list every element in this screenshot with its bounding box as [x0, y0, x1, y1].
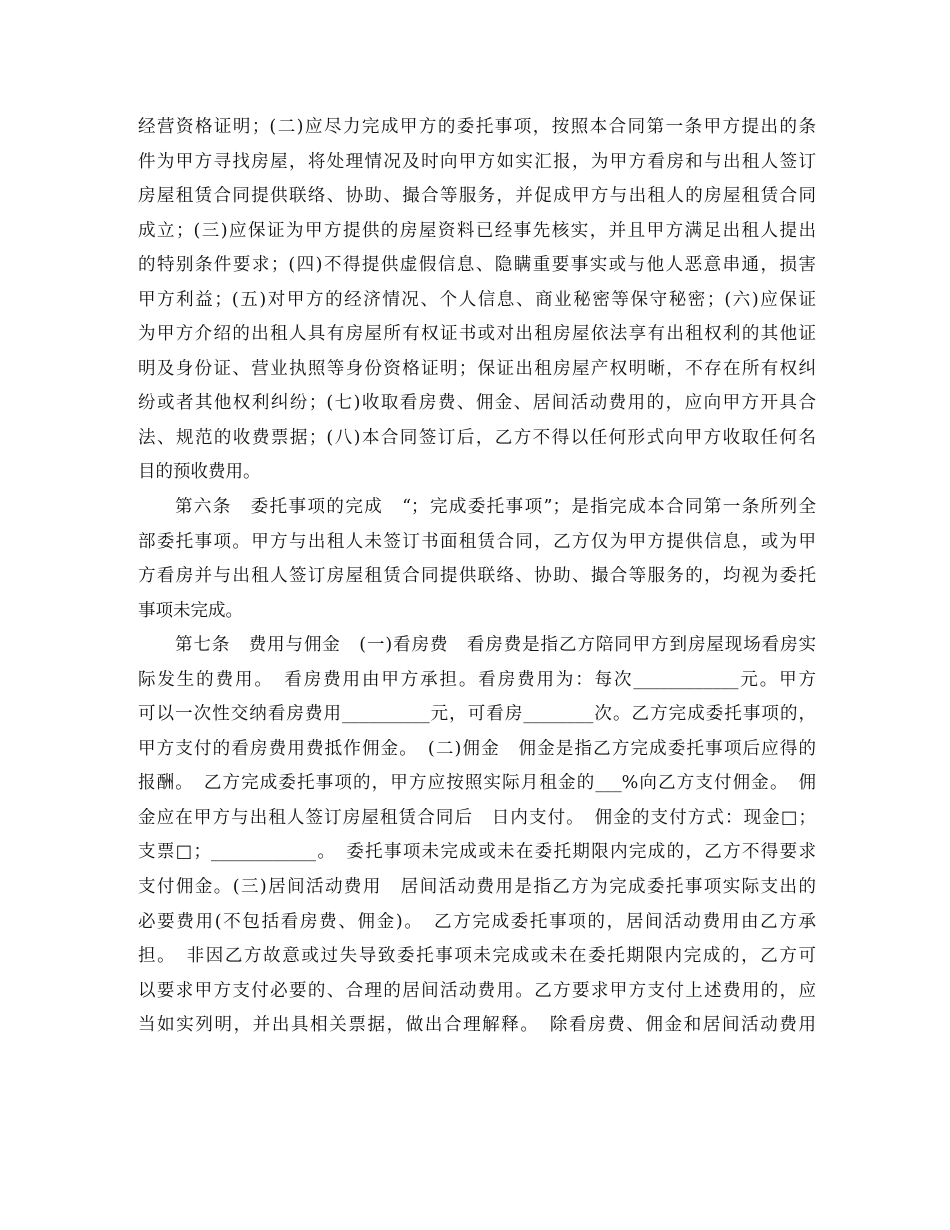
text-line: 为甲方介绍的出租人具有房屋所有权证书或对出租房屋依法享有出租权利的其他证	[138, 324, 816, 345]
text-line: 必要费用(不包括看房费、佣金)。 乙方完成委托事项的，居间活动费用由乙方承	[138, 911, 816, 932]
text-line: 的特别条件要求；(四)不得提供虚假信息、隐瞒重要事实或与他人恶意串通，损害	[138, 255, 816, 276]
text-line: 方看房并与出租人签订房屋租赁合同提供联络、协助、撮合等服务的，均视为委托	[138, 566, 816, 587]
text-line: 成立；(三)应保证为甲方提供的房屋资料已经事先核实，并且甲方满足出租人提出	[138, 220, 816, 241]
text-line: 件为甲方寻找房屋，将处理情况及时向甲方如实汇报，为甲方看房和与出租人签订	[138, 151, 816, 172]
text-line: 明及身份证、营业执照等身份资格证明；保证出租房屋产权明晰，不存在所有权纠	[138, 358, 816, 379]
text-line: 支付佣金。(三)居间活动费用 居间活动费用是指乙方为完成委托事项实际支出的	[138, 877, 816, 898]
text-line: 可以一次性交纳看房费用__________元，可看房________次。乙方完成委托事项的，	[138, 704, 816, 725]
text-line: 担。 非因乙方故意或过失导致委托事项未完成或未在委托期限内完成的，乙方可	[138, 946, 816, 967]
text-line: 甲方支付的看房费用费抵作佣金。 (二)佣金 佣金是指乙方完成委托事项后应得的	[138, 738, 816, 759]
contract-text-body	[138, 110, 816, 1043]
text-line: 金应在甲方与出租人签订房屋租赁合同后 日内支付。 佣金的支付方式：现金□；	[138, 807, 816, 828]
text-line: 第七条 费用与佣金 (一)看房费 看房费是指乙方陪同甲方到房屋现场看房实	[175, 635, 816, 656]
text-line: 以要求甲方支付必要的、合理的居间活动费用。乙方要求甲方支付上述费用的，应	[138, 980, 816, 1001]
document-page	[138, 110, 816, 1043]
text-line: 际发生的费用。 看房费用由甲方承担。看房费用为：每次____________元。甲方	[138, 669, 816, 690]
text-line: 目的预收费用。	[138, 462, 261, 483]
text-line: 纷或者其他权利纠纷；(七)收取看房费、佣金、居间活动费用的，应向甲方开具合	[138, 393, 816, 414]
text-line: 经营资格证明；(二)应尽力完成甲方的委托事项，按照本合同第一条甲方提出的条	[138, 117, 816, 137]
text-line: 报酬。 乙方完成委托事项的，甲方应按照实际月租金的___%向乙方支付佣金。 佣	[138, 773, 816, 794]
text-line: 支票□；____________。 委托事项未完成或未在委托期限内完成的，乙方不得要求	[138, 842, 816, 863]
text-line: 部委托事项。甲方与出租人未签订书面租赁合同，乙方仅为甲方提供信息，或为甲	[138, 531, 816, 552]
text-line: 法、规范的收费票据；(八)本合同签订后，乙方不得以任何形式向甲方收取任何名	[138, 427, 816, 448]
text-line: 当如实列明，并出具相关票据，做出合理解释。 除看房费、佣金和居间活动费用	[138, 1015, 816, 1036]
text-line: 事项未完成。	[138, 600, 243, 621]
text-line: 第六条 委托事项的完成 “；完成委托事项”；是指完成本合同第一条所列全	[175, 497, 816, 518]
text-line: 甲方利益；(五)对甲方的经济情况、个人信息、商业秘密等保守秘密；(六)应保证	[138, 289, 816, 310]
text-line: 房屋租赁合同提供联络、协助、撮合等服务，并促成甲方与出租人的房屋租赁合同	[138, 186, 816, 207]
